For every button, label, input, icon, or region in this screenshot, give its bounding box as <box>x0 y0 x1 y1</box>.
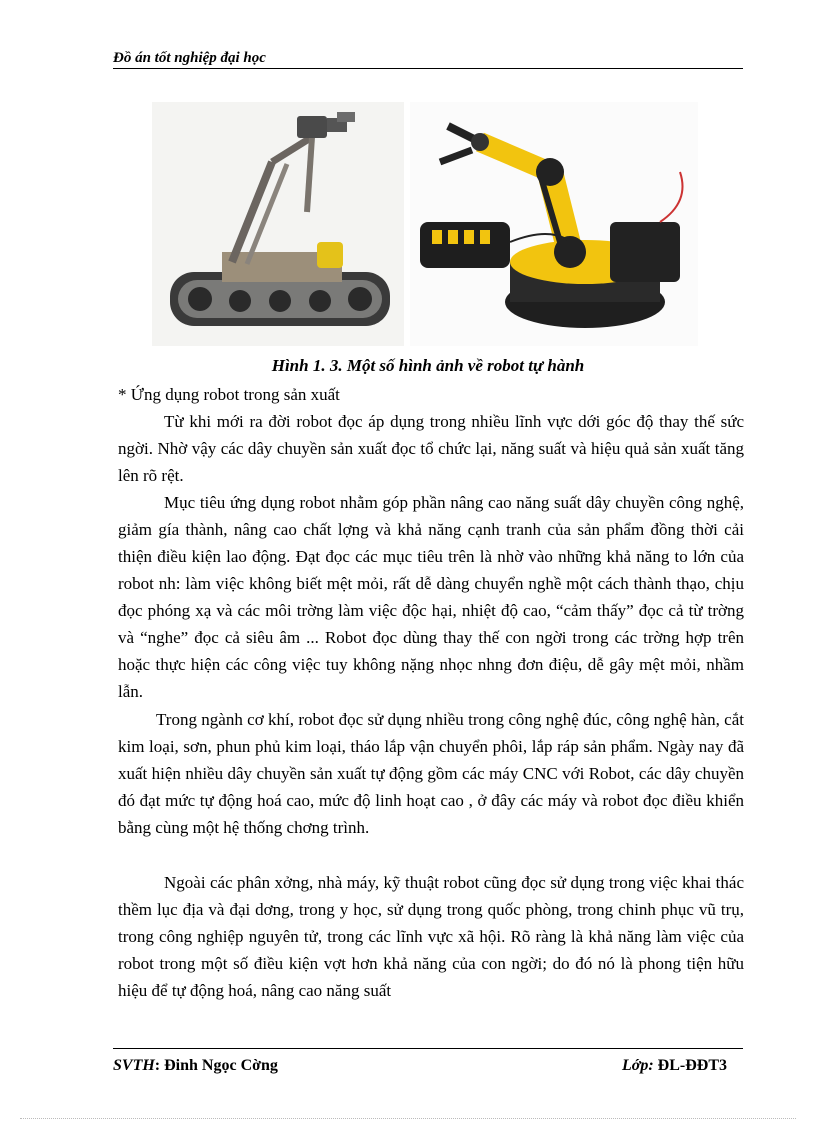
page-footer <box>113 1048 743 1074</box>
figure <box>152 102 698 346</box>
footer-student-name: : Đinh Ngọc Cờng <box>154 1057 278 1074</box>
footer-class-value: ĐL-ĐĐT3 <box>653 1057 727 1074</box>
tracked-robot-photo <box>152 102 404 346</box>
page-bottom-divider <box>20 1118 796 1119</box>
footer-class <box>622 1057 727 1075</box>
paragraph-3: Trong ngành cơ khí, robot đọc sử dụng nhiều trong công nghệ đúc, công nghệ hàn, cắt kim loại, sơn, phun phủ kim loại, tháo lắp vận chuyển phôi, lắp ráp sản phẩm. Ngày nay đã xuất hiện nhiều dây chuyền sản xuất tự động gồm các máy CNC với Robot, các dây chuyền đó đạt mức tự động hoá cao, mức độ linh hoạt cao , ở đây các máy và robot đọc điều khiển bằng cùng một hệ thống chơng trình. <box>118 710 744 837</box>
footer-student <box>113 1057 278 1075</box>
header-title: Đồ án tốt nghiệp đại học <box>113 50 266 66</box>
figure-images <box>152 102 698 346</box>
section-heading: * Ứng dụng robot trong sản xuất <box>118 385 340 404</box>
figure-caption: Hình 1. 3. Một số hình ảnh về robot tự hành <box>271 356 585 375</box>
footer-class-label: Lớp: <box>621 1057 654 1074</box>
page-header <box>113 50 743 69</box>
robotic-arm-photo <box>410 102 698 346</box>
paragraph-1: Từ khi mới ra đời robot đọc áp dụng trong nhiều lĩnh vực dới góc độ thay thế sức ngời. Nhờ vậy các dây chuyền sản xuất đọc tổ chức lại, năng suất và hiệu quả sản xuất tăng lên rõ rệt. <box>118 412 744 485</box>
footer-student-label: SVTH <box>113 1057 155 1074</box>
paragraph-4: Ngoài các phân xởng, nhà máy, kỹ thuật robot cũng đọc sử dụng trong việc khai thác thềm lục địa và đại dơng, trong y học, sử dụng trong quốc phòng, trong chinh phục vũ trụ, trong công nghiệp nguyên tử, trong các lĩnh vực xã hội. Rõ ràng là khả năng làm việc của robot trong một số điều kiện vợt hơn khả năng của con ngời; do đó nó là phong tiện hữu hiệu để tự động hoá, nâng cao năng suất <box>118 873 744 1000</box>
paragraph-2: Mục tiêu ứng dụng robot nhằm góp phần nâng cao năng suất dây chuyền công nghệ, giảm gía thành, nâng cao chất lợng và khả năng cạnh tranh của sản phẩm đồng thời cải thiện điều kiện lao động. Đạt đọc các mục tiêu trên là nhờ vào những khả năng to lớn của robot nh: làm việc không biết mệt mỏi, rất dễ dàng chuyển nghề một cách thành thạo, chịu đọc phóng xạ và các môi trờng làm việc độc hại, nhiệt độ cao, “cảm thấy” đọc cả từ trờng và “nghe” đọc cả siêu âm ... Robot đọc dùng thay thế con ngời trong các trờng hợp trên hoặc thực hiện các công việc tuy không nặng nhọc nhng đơn điệu, dễ gây mệt mỏi, nhầm lẫn. <box>118 493 744 701</box>
